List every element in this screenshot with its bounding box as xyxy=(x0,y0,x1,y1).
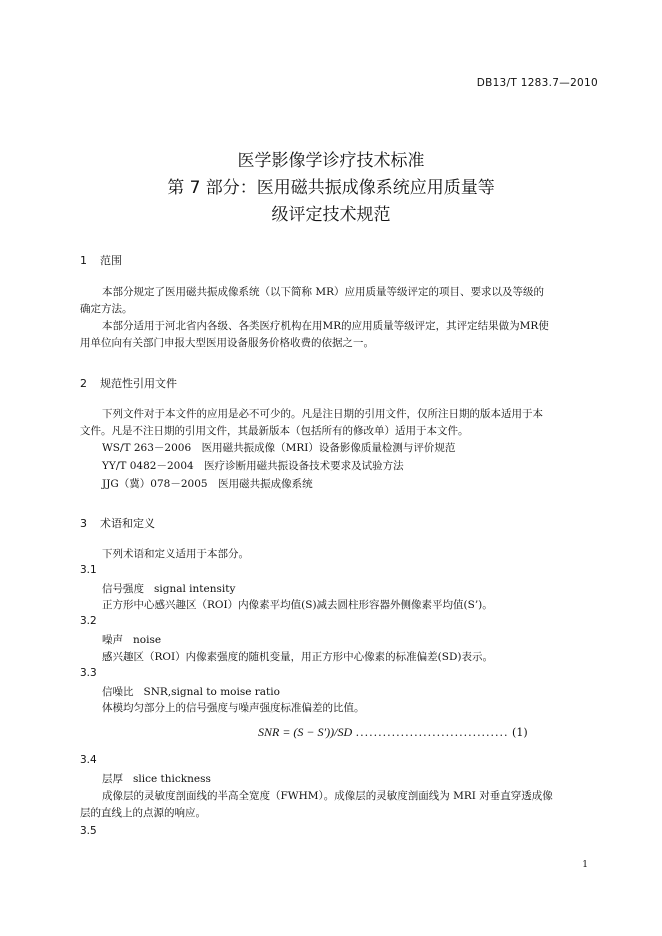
term-definition: 体模均匀部分上的信号强度与噪声强度标准偏差的比值。 xyxy=(102,702,365,714)
term-english: slice thickness xyxy=(133,773,211,785)
term-definition: 层的直线上的点源的响应。 xyxy=(80,807,206,819)
paragraph-line: 本部分规定了医用磁共振成像系统（以下简称 MR）应用质量等级评定的项目、要求以及等级的 xyxy=(102,286,544,298)
term-definition: 正方形中心感兴趣区（ROI）内像素平均值(S)减去圆柱形容器外侧像素平均值(S’)。 xyxy=(102,599,493,611)
paragraph-line: 确定方法。 xyxy=(80,303,133,315)
standard-code: DB13/T 1283.7—2010 xyxy=(476,77,598,89)
term-chinese: 层厚 xyxy=(102,773,123,785)
document-title-line-1: 医学影像学诊疗技术标准 xyxy=(237,151,425,171)
section-title: 术语和定义 xyxy=(100,517,155,530)
document-title-line-3: 级评定技术规范 xyxy=(271,205,391,225)
reference-item: YY/T 0482－2004 医疗诊断用磁共振设备技术要求及试验方法 xyxy=(102,460,404,472)
section-number: 1 xyxy=(80,254,87,267)
term-number: 3.4 xyxy=(80,754,97,766)
section-1-heading xyxy=(80,252,122,268)
paragraph-line: 文件。凡是不注日期的引用文件，其最新版本（包括所有的修改单）适用于本文件。 xyxy=(80,425,469,437)
term-english: signal intensity xyxy=(154,583,236,595)
paragraph-line: 用单位向有关部门申报大型医用设备服务价格收费的依据之一。 xyxy=(80,337,374,349)
formula-leader-dots: .................................. xyxy=(355,726,509,739)
paragraph-line: 下列文件对于本文件的应用是必不可少的。凡是注日期的引用文件，仅所注日期的版本适用于本 xyxy=(102,408,543,420)
section-title: 规范性引用文件 xyxy=(100,377,177,390)
term-number: 3.5 xyxy=(80,825,97,837)
formula xyxy=(258,725,528,740)
section-number: 3 xyxy=(80,517,87,530)
section-title: 范围 xyxy=(100,254,122,267)
section-number: 2 xyxy=(80,377,87,390)
term-number: 3.3 xyxy=(80,667,97,679)
reference-item: WS/T 263－2006 医用磁共振成像（MRI）设备影像质量检测与评价规范 xyxy=(102,442,456,454)
section-2-heading xyxy=(80,375,177,391)
term-number: 3.1 xyxy=(80,564,97,576)
term-definition: 成像层的灵敏度剖面线的半高全宽度（FWHM）。成像层的灵敏度剖面线为 MRI 对垂直穿透成像 xyxy=(102,790,553,802)
document-title-line-2: 第 7 部分：医用磁共振成像系统应用质量等 xyxy=(167,178,495,198)
formula-expression: SNR = (S − S′))/SD xyxy=(258,725,353,739)
reference-item: JJG（冀）078－2005 医用磁共振成像系统 xyxy=(102,478,313,490)
paragraph-line: 本部分适用于河北省内各级、各类医疗机构在用MR的应用质量等级评定，其评定结果做为MR使 xyxy=(102,320,549,332)
term-entry xyxy=(102,581,235,596)
term-entry xyxy=(102,632,161,647)
term-chinese: 噪声 xyxy=(102,634,123,646)
page-number: 1 xyxy=(582,860,588,870)
term-entry xyxy=(102,771,211,786)
paragraph-line: 下列术语和定义适用于本部分。 xyxy=(102,548,249,560)
section-3-heading xyxy=(80,515,155,531)
term-chinese: 信噪比 xyxy=(102,686,134,698)
term-entry xyxy=(102,684,280,699)
term-english: SNR,signal to moise ratio xyxy=(143,686,280,698)
term-number: 3.2 xyxy=(80,615,97,627)
term-english: noise xyxy=(133,634,162,646)
term-chinese: 信号强度 xyxy=(102,583,144,595)
term-definition: 感兴趣区（ROI）内像素强度的随机变量，用正方形中心像素的标准偏差(SD)表示。 xyxy=(102,651,493,663)
formula-number: (1) xyxy=(512,726,528,739)
